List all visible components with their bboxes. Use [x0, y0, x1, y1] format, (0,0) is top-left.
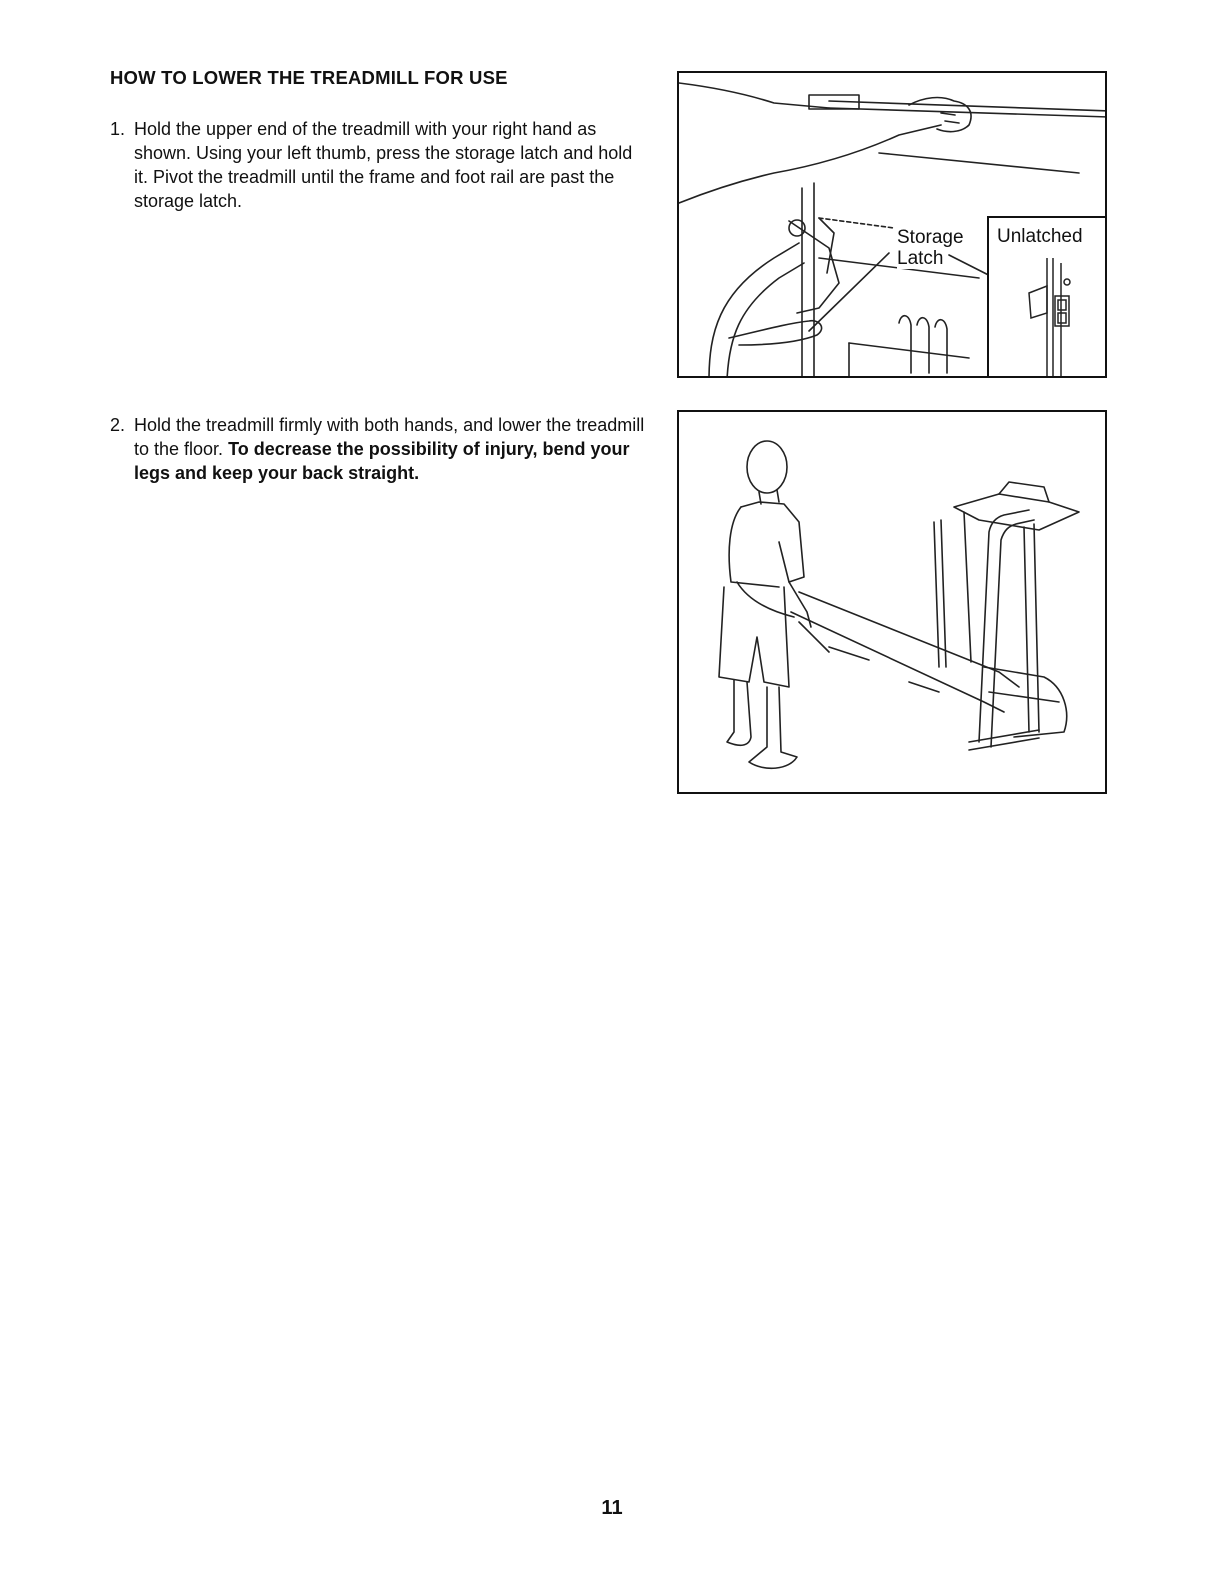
page-number: 11: [601, 1497, 623, 1519]
step-body: Hold the treadmill firmly with both hands, and lower the treadmill to the floor.: [134, 415, 645, 459]
instruction-step-1: [110, 117, 650, 213]
unlatched-label: Unlatched: [997, 226, 1083, 247]
safety-warning: To decrease the possibility of injury, bend your legs and keep your back straight.: [134, 439, 630, 483]
step-text: [134, 117, 650, 213]
step-number: 2.: [110, 415, 126, 435]
section-title: HOW TO LOWER THE TREADMILL FOR USE: [110, 67, 508, 88]
instruction-step-2: [110, 413, 650, 485]
unlatched-inset: [987, 216, 1107, 377]
storage-label: Storage: [897, 227, 964, 248]
storage-latch-illustration: [677, 71, 1107, 378]
unlatched-latch-drawing: [989, 218, 1107, 378]
latch-label: Latch: [897, 248, 944, 269]
lowering-treadmill-illustration: [677, 410, 1107, 794]
step-number: 1.: [110, 119, 126, 139]
step-text: [134, 413, 650, 485]
lowering-line-drawing: [679, 412, 1107, 794]
step-body: Hold the upper end of the treadmill with your right hand as shown. Using your left thumb, press the storage latch and hold it. Pivot the treadmill until the frame and foot rail are past the storage latch.: [134, 119, 633, 211]
